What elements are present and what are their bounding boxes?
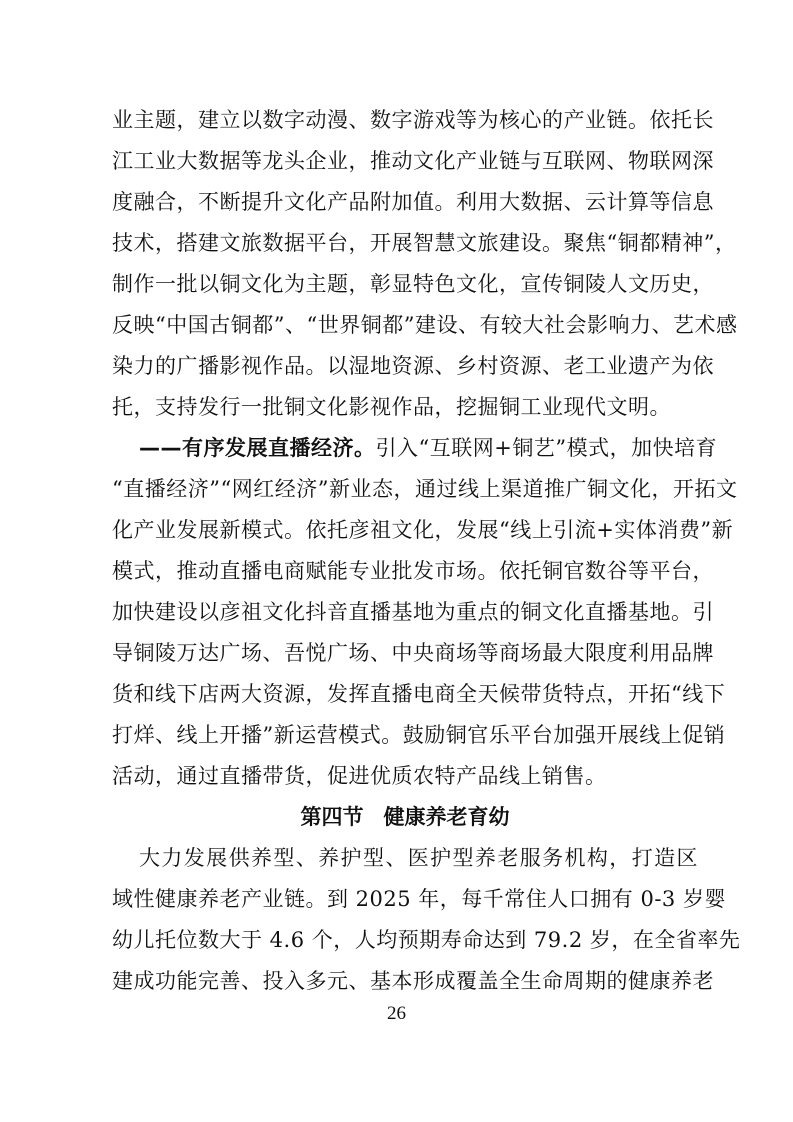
paragraph-line: 技术，搭建文旅数据平台，开展智慧文旅建设。聚焦“铜都精神”， — [112, 231, 737, 255]
paragraph-first-line-text: 引入“互联网+铜艺”模式，加快培育 — [375, 436, 718, 460]
paragraph-line: 制作一批以铜文化为主题，彰显特色文化，宣传铜陵人文历史， — [112, 272, 714, 296]
paragraph-line: 业主题，建立以数字动漫、数字游戏等为核心的产业链。依托长 — [112, 108, 714, 132]
paragraph-line: 建成功能完善、投入多元、基本形成覆盖全生命周期的健康养老 — [112, 969, 714, 993]
paragraph-line: 货和线下店两大资源，发挥直播电商全天候带货特点，开拓“线下 — [112, 682, 726, 706]
paragraph-line: 江工业大数据等龙头企业，推动文化产业链与互联网、物联网深 — [112, 149, 714, 173]
paragraph-line: 导铜陵万达广场、吾悦广场、中央商场等商场最大限度利用品牌 — [112, 641, 714, 665]
paragraph-line: 反映“中国古铜都”、“世界铜都”建设、有较大社会影响力、艺术感 — [112, 313, 738, 337]
section-heading — [112, 802, 698, 832]
paragraph-line: 域性健康养老产业链。到 2025 年，每千常住人口拥有 0-3 岁婴 — [112, 887, 726, 911]
paragraph-line: 模式，推动直播电商赋能专业批发市场。依托铜官数谷等平台， — [112, 559, 714, 583]
section-number: 第四节 — [300, 805, 364, 829]
paragraph-first-line: 大力发展供养型、养护型、医护型养老服务机构，打造区 — [139, 846, 698, 870]
paragraph-line: “直播经济”“网红经济”新业态，通过线上渠道推广铜文化，开拓文 — [112, 477, 738, 501]
paragraph-line: 染力的广播影视作品。以湿地资源、乡村资源、老工业遗产为依 — [112, 354, 714, 378]
paragraph-lead-title: ——有序发展直播经济。 — [139, 436, 376, 460]
section-title: 健康养老育幼 — [383, 805, 510, 829]
paragraph-line: 打烊、线上开播”新运营模式。鼓励铜官乐平台加强开展线上促销 — [112, 723, 726, 747]
paragraph-line: 度融合，不断提升文化产品附加值。利用大数据、云计算等信息 — [112, 190, 714, 214]
paragraph-line: 托，支持发行一批铜文化影视作品，挖掘铜工业现代文明。 — [112, 395, 671, 419]
paragraph-line: 化产业发展新模式。依托彦祖文化，发展“线上引流+实体消费”新 — [112, 518, 734, 542]
paragraph-first-line — [139, 433, 718, 463]
paragraph-line: 幼儿托位数大于 4.6 个，人均预期寿命达到 79.2 岁，在全省率先 — [112, 928, 741, 952]
paragraph-line: 加快建设以彦祖文化抖音直播基地为重点的铜文化直播基地。引 — [112, 600, 714, 624]
paragraph-line: 活动，通过直播带货，促进优质农特产品线上销售。 — [112, 764, 607, 788]
page-number: 26 — [387, 1003, 406, 1024]
